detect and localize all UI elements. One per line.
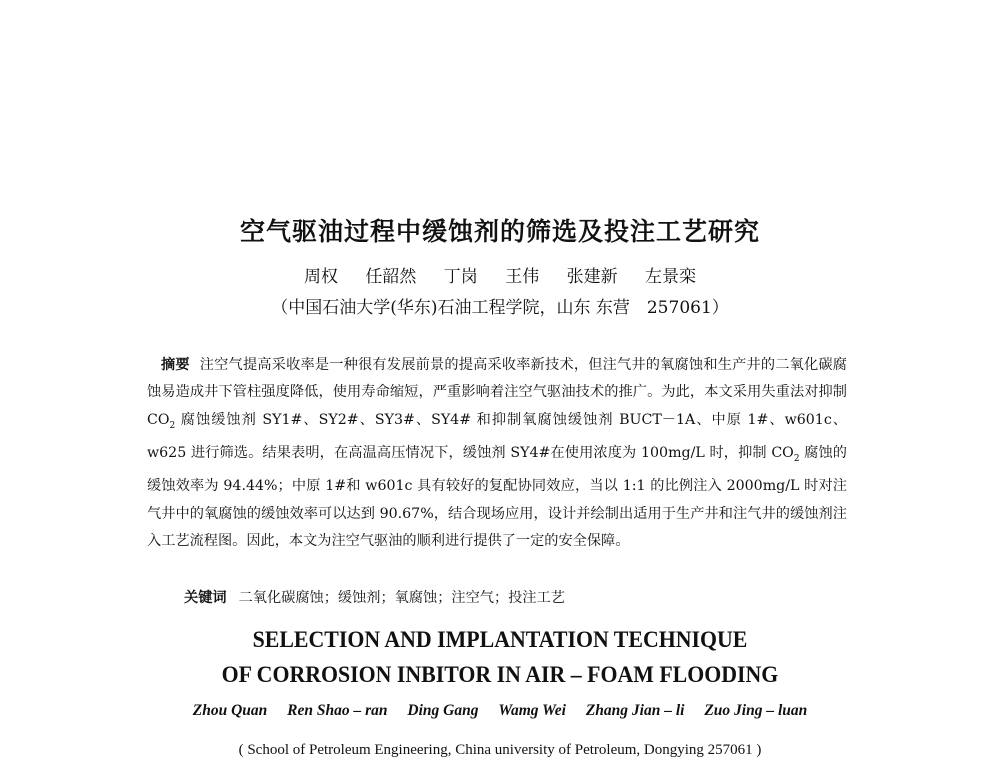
- abstract: [147, 352, 847, 556]
- english-title-line-1: SELECTION AND IMPLANTATION TECHNIQUE: [252, 627, 748, 652]
- author: Ding Gang: [407, 702, 479, 719]
- author: Wamg Wei: [498, 702, 566, 719]
- abstract-text: 腐蚀的缓蚀效率为 94.44%；中原 1#和 w601c 具有较好的复配协同效应，当以 1:1 的比例注入 2000mg/L 时对注气井中的氧腐蚀的缓蚀效率可以达到 90.67%，结合现场应用，设计并绘制出适用于生产井和注气井的缓蚀剂注入工艺流程图。因此，本文为注空气驱油的顺利进行提供了一定的安全保障。: [147, 445, 847, 550]
- english-authors: [0, 702, 1000, 720]
- author: Zuo Jing – luan: [704, 702, 808, 719]
- subscript: 2: [169, 420, 176, 431]
- subscript: 2: [793, 453, 800, 464]
- author: 王伟: [505, 267, 540, 287]
- abstract-text: 注空气提高采收率是一种很有发展前景的提高采收率新技术，但注气井的氧腐蚀和生产井的二氧化碳腐蚀易造成井下管柱强度降低，使用寿命缩短，严重影响着注空气驱油技术的推广。为此，本文采用失重法对抑制 CO: [147, 357, 847, 428]
- keywords: [184, 587, 565, 607]
- english-affiliation: ( School of Petroleum Engineering, China university of Petroleum, Dongying 257061 ): [238, 742, 762, 758]
- author: 任韶然: [365, 267, 417, 287]
- english-title-line-2: OF CORROSION INBITOR IN AIR – FOAM FLOODING: [221, 662, 779, 687]
- author: 张建新: [566, 267, 618, 287]
- abstract-text: 腐蚀缓蚀剂 SY1#、SY2#、SY3#、SY4# 和抑制氧腐蚀缓蚀剂 BUCT－1A、中原 1#、w601c、w625 进行筛选。结果表明，在高温高压情况下，缓蚀剂 SY4#在使用浓度为 100mg/L 时，抑制 CO: [147, 411, 847, 462]
- chinese-authors: [0, 262, 1000, 287]
- author: Ren Shao – ran: [287, 702, 388, 719]
- keywords-text: 二氧化碳腐蚀；缓蚀剂；氧腐蚀；注空气；投注工艺: [238, 590, 565, 606]
- chinese-title: 空气驱油过程中缓蚀剂的筛选及投注工艺研究: [239, 217, 760, 246]
- author: 周权: [303, 267, 338, 287]
- author: Zhang Jian – li: [585, 702, 685, 719]
- chinese-affiliation: （中国石油大学(华东)石油工程学院，山东 东营 257061）: [271, 298, 729, 318]
- author: 左景栾: [645, 267, 697, 287]
- author: Zhou Quan: [192, 702, 268, 719]
- keywords-label: 关键词: [184, 590, 227, 606]
- abstract-label: 摘要: [161, 357, 190, 373]
- author: 丁岗: [443, 267, 478, 287]
